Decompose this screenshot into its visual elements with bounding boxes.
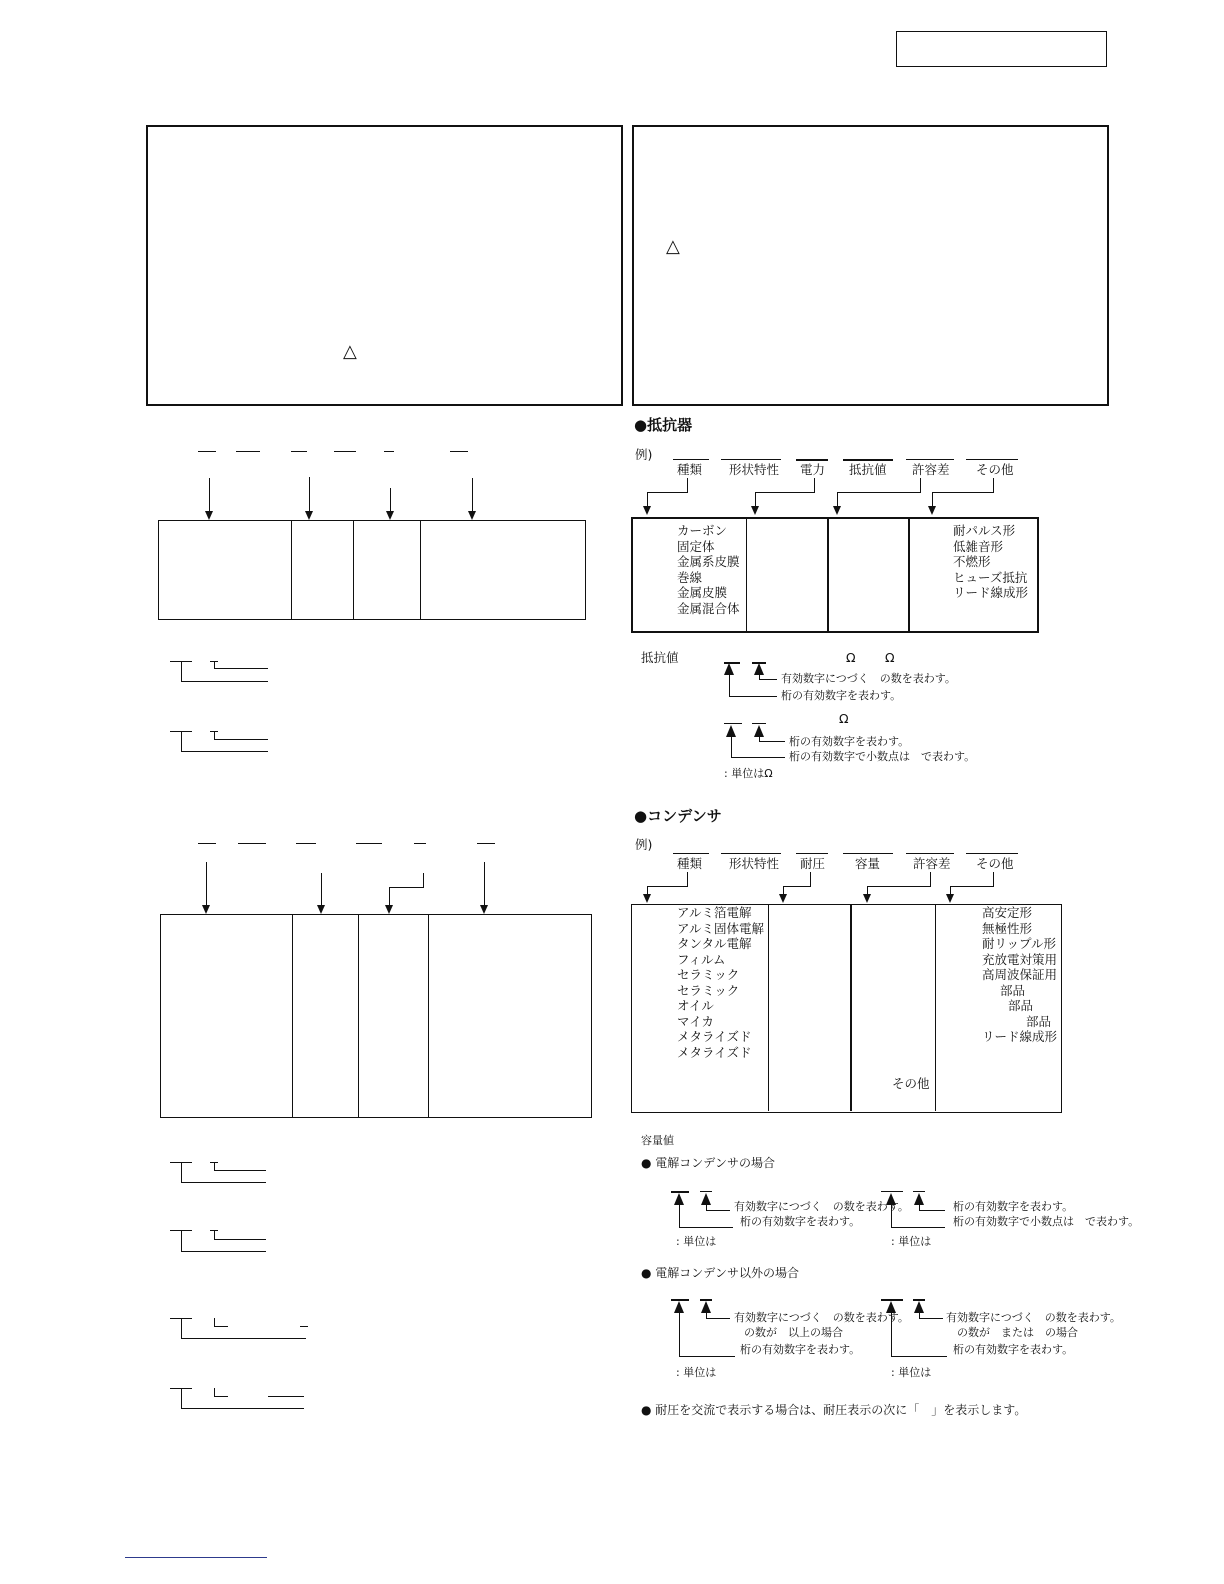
- capacitor-note: 桁の有効数字を表わす。: [953, 1343, 1074, 1356]
- warning-triangle-icon: △: [343, 341, 357, 362]
- capacitor-note: の数が 以上の場合: [744, 1326, 843, 1339]
- capacitor-note: 桁の有効数字を表わす。: [953, 1200, 1074, 1213]
- capacitor-type: タンタル電解: [677, 936, 752, 951]
- capacitor-note: の数が または の場合: [957, 1326, 1078, 1339]
- notice-box-left: [146, 125, 623, 406]
- capacitor-type: フィルム: [677, 951, 726, 967]
- resistor-type: 巻線: [677, 569, 703, 585]
- resistor-field-shape: 形状特性: [729, 462, 780, 477]
- capacitor-type: セラミック: [677, 967, 740, 982]
- capacitor-other: 無極性形: [982, 920, 1033, 936]
- resistor-other-list: [953, 523, 1028, 601]
- resistor-field-tolerance: 許容差: [912, 462, 950, 477]
- capacitor-other: 耐リップル形: [982, 936, 1057, 951]
- resistor-field-other: その他: [976, 462, 1014, 477]
- resistor-heading: ●抵抗器: [634, 416, 693, 434]
- capacitor-note: 桁の有効数字を表わす。: [740, 1215, 861, 1228]
- ohm-symbol: Ω: [885, 650, 895, 665]
- resistor-other: ヒューズ抵抗: [953, 569, 1028, 585]
- capacitor-other-list: [982, 905, 1057, 1045]
- capacitor-table: [631, 904, 1062, 1113]
- capacitor-type: メタライズド: [677, 1029, 752, 1044]
- resistor-value-label: 抵抗値: [641, 650, 679, 665]
- resistor-unit-note: : 単位はΩ: [724, 767, 773, 780]
- capacitor-field-tolerance: 許容差: [913, 856, 951, 871]
- capacitor-type-list: [677, 905, 764, 1060]
- capacitor-value-label: 容量値: [641, 1134, 674, 1147]
- capacitor-type: アルミ固体電解: [677, 920, 765, 936]
- notice-box-right: [632, 125, 1109, 406]
- capacitor-note: 桁の有効数字で小数点は で表わす。: [953, 1215, 1140, 1228]
- resistor-other: 耐パルス形: [953, 523, 1016, 538]
- capacitor-field-type: 種類: [677, 856, 703, 871]
- ac-voltage-note: ● 耐圧を交流で表示する場合は、耐圧表示の次に「 」を表示します。: [641, 1403, 1027, 1417]
- resistor-note: 桁の有効数字で小数点は で表わす。: [789, 750, 976, 763]
- resistor-type: 金属系皮膜: [677, 554, 740, 569]
- capacitor-field-other: その他: [976, 856, 1014, 871]
- capacitor-type: メタライズド: [677, 1044, 752, 1060]
- capacitor-unit-note: : 単位は: [891, 1235, 932, 1248]
- capacitor-note: 有効数字につづく の数を表わす。: [734, 1311, 909, 1324]
- footer-rule: [125, 1557, 267, 1558]
- capacitor-other: 部品: [1008, 998, 1034, 1013]
- resistor-field-power: 電力: [800, 462, 826, 477]
- resistor-note: 桁の有効数字を表わす。: [781, 689, 902, 702]
- capacitor-type: アルミ箔電解: [677, 905, 752, 920]
- resistor-other: 低雑音形: [953, 538, 1004, 554]
- resistor-field-value: 抵抗値: [849, 462, 887, 477]
- ohm-symbol: Ω: [839, 711, 849, 726]
- capacitor-other: 充放電対策用: [982, 951, 1058, 967]
- electrolytic-heading: ● 電解コンデンサの場合: [641, 1156, 776, 1170]
- resistor-table: [631, 517, 1039, 633]
- capacitor-type: マイカ: [677, 1013, 714, 1029]
- capacitor-other: 高周波保証用: [982, 967, 1058, 982]
- resistor-example-label: 例): [635, 447, 653, 462]
- resistor-other: リード線成形: [953, 585, 1029, 600]
- resistor-type: 固定体: [677, 538, 715, 554]
- resistor-type-list: [677, 523, 740, 616]
- resistor-note: 桁の有効数字を表わす。: [789, 735, 910, 748]
- resistor-note: 有効数字につづく の数を表わす。: [781, 672, 956, 685]
- capacitor-field-voltage: 耐圧: [800, 856, 826, 871]
- capacitor-type: オイル: [677, 998, 714, 1013]
- capacitor-unit-note: : 単位は: [676, 1235, 717, 1248]
- resistor-type: カーボン: [677, 523, 728, 538]
- capacitor-heading: ●コンデンサ: [634, 807, 722, 825]
- header-box: [896, 31, 1107, 67]
- non-electrolytic-heading: ● 電解コンデンサ以外の場合: [641, 1266, 800, 1280]
- capacitor-other: リード線成形: [982, 1029, 1058, 1044]
- capacitor-field-capacity: 容量: [855, 856, 881, 871]
- resistor-other: 不燃形: [953, 554, 991, 569]
- capacitor-note: 有効数字につづく の数を表わす。: [946, 1311, 1121, 1324]
- resistor-field-type: 種類: [677, 462, 703, 477]
- capacitor-other: 部品: [1000, 982, 1026, 998]
- resistor-type: 金属混合体: [677, 600, 740, 616]
- ohm-symbol: Ω: [846, 650, 856, 665]
- capacitor-unit-note: : 単位は: [676, 1366, 717, 1379]
- capacitor-other: 高安定形: [982, 905, 1033, 920]
- capacitor-unit-note: : 単位は: [891, 1366, 932, 1379]
- capacitor-other: 部品: [1026, 1013, 1052, 1029]
- capacitor-example-label: 例): [635, 837, 653, 852]
- capacitor-note: 桁の有効数字を表わす。: [740, 1343, 861, 1356]
- capacitor-type: セラミック: [677, 982, 740, 998]
- capacitor-note: 有効数字につづく の数を表わす。: [734, 1200, 909, 1213]
- resistor-type: 金属皮膜: [677, 585, 728, 600]
- capacitor-capacity-other: その他: [892, 1076, 930, 1091]
- warning-triangle-icon: △: [666, 236, 680, 257]
- capacitor-field-shape: 形状特性: [729, 856, 780, 871]
